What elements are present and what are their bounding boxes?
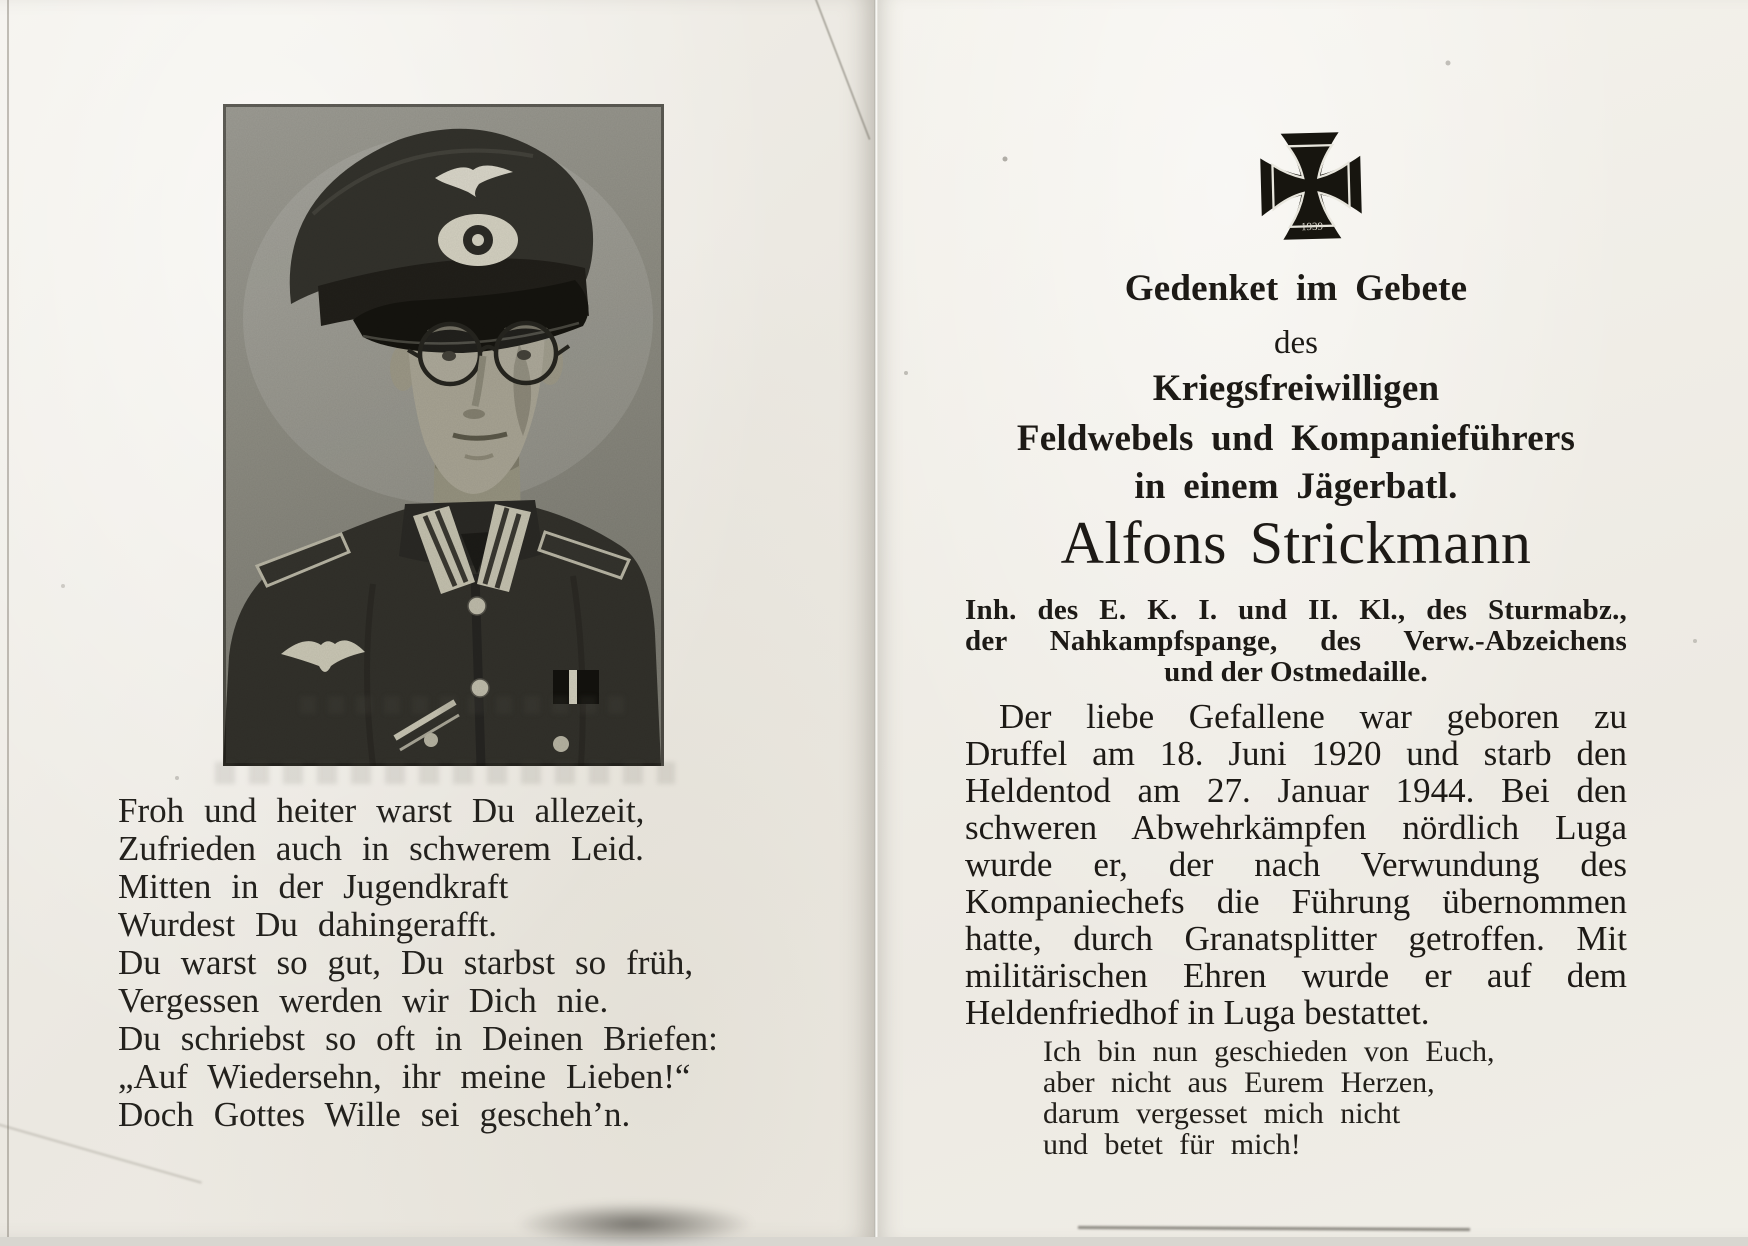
print-through-artifact bbox=[215, 762, 675, 784]
poem-line: Du warst so gut, Du starbst so früh, bbox=[118, 943, 694, 982]
decorations-line: Inh. des E. K. I. und II. Kl., des Sturmabz., bbox=[965, 594, 1627, 626]
scan-edge bbox=[7, 0, 9, 1237]
heading-gedenket: Gedenket im Gebete bbox=[1124, 268, 1468, 309]
deceased-name: Alfons Strickmann bbox=[1060, 510, 1532, 576]
obituary-line: militärischen Ehren wurde er auf dem bbox=[965, 956, 1627, 995]
obituary-line: Der liebe Gefallene war geboren zu bbox=[999, 697, 1627, 736]
prayer-line: aber nicht aus Eurem Herzen, bbox=[1043, 1066, 1435, 1099]
poem-line: Doch Gottes Wille sei gescheh’n. bbox=[118, 1095, 631, 1134]
obituary-paragraph bbox=[965, 698, 1627, 1031]
print-through-artifact bbox=[300, 696, 630, 714]
prayer-line: darum vergesset mich nicht bbox=[1043, 1097, 1401, 1130]
obituary-line: Druffel am 18. Juni 1920 und starb den bbox=[965, 734, 1627, 773]
scan-smudge bbox=[515, 1202, 755, 1246]
poem-line: Wurdest Du dahingerafft. bbox=[118, 905, 497, 944]
obituary-line: Heldentod am 27. Januar 1944. Bei den bbox=[965, 771, 1627, 810]
prayer-line: Ich bin nun geschieden von Euch, bbox=[1043, 1035, 1495, 1068]
iron-cross-icon bbox=[1254, 126, 1368, 246]
poem-line: Zufrieden auch in schwerem Leid. bbox=[118, 829, 644, 868]
decorations-line: und der Ostmedaille. bbox=[1164, 656, 1428, 688]
soldier-portrait-illustration bbox=[223, 104, 664, 766]
heading-unit: in einem Jägerbatl. bbox=[1134, 466, 1458, 507]
page-right bbox=[878, 0, 1748, 1237]
page-left bbox=[0, 0, 874, 1237]
poem-line: „Auf Wiedersehn, ihr meine Lieben!“ bbox=[118, 1057, 691, 1096]
soldier-portrait-photo bbox=[223, 104, 664, 766]
decorations-line: der Nahkampfspange, des Verw.-Abzeichens bbox=[965, 625, 1627, 657]
obituary-line: Kompaniechefs die Führung übernommen bbox=[965, 882, 1627, 921]
poem-line: Du schriebst so oft in Deinen Briefen: bbox=[118, 1019, 718, 1058]
prayer-text bbox=[965, 1036, 1705, 1160]
decorations-text bbox=[965, 595, 1627, 688]
memorial-poem bbox=[118, 792, 818, 1134]
paper-specks bbox=[0, 0, 2, 2]
heading-des: des bbox=[1274, 325, 1318, 361]
obituary-line: wurde er, der nach Verwundung des bbox=[965, 845, 1627, 884]
obituary-line: schweren Abwehrkämpfen nördlich Luga bbox=[965, 808, 1627, 847]
poem-line: Mitten in der Jugendkraft bbox=[118, 867, 509, 906]
iron-cross-emblem bbox=[1254, 126, 1368, 246]
poem-line: Vergessen werden wir Dich nie. bbox=[118, 981, 609, 1020]
emblem-year: 1939 bbox=[1300, 220, 1324, 234]
heading-rank: Feldwebels und Kompanieführers bbox=[1016, 418, 1576, 459]
obituary-line: Heldenfriedhof in Luga bestattet. bbox=[965, 993, 1430, 1032]
poem-line: Froh und heiter warst Du allezeit, bbox=[118, 791, 645, 830]
prayer-line: und betet für mich! bbox=[1043, 1128, 1301, 1161]
heading-kriegsfreiwilligen: Kriegsfreiwilligen bbox=[1152, 368, 1440, 409]
obituary-line: hatte, durch Granatsplitter getroffen. Mit bbox=[965, 919, 1627, 958]
